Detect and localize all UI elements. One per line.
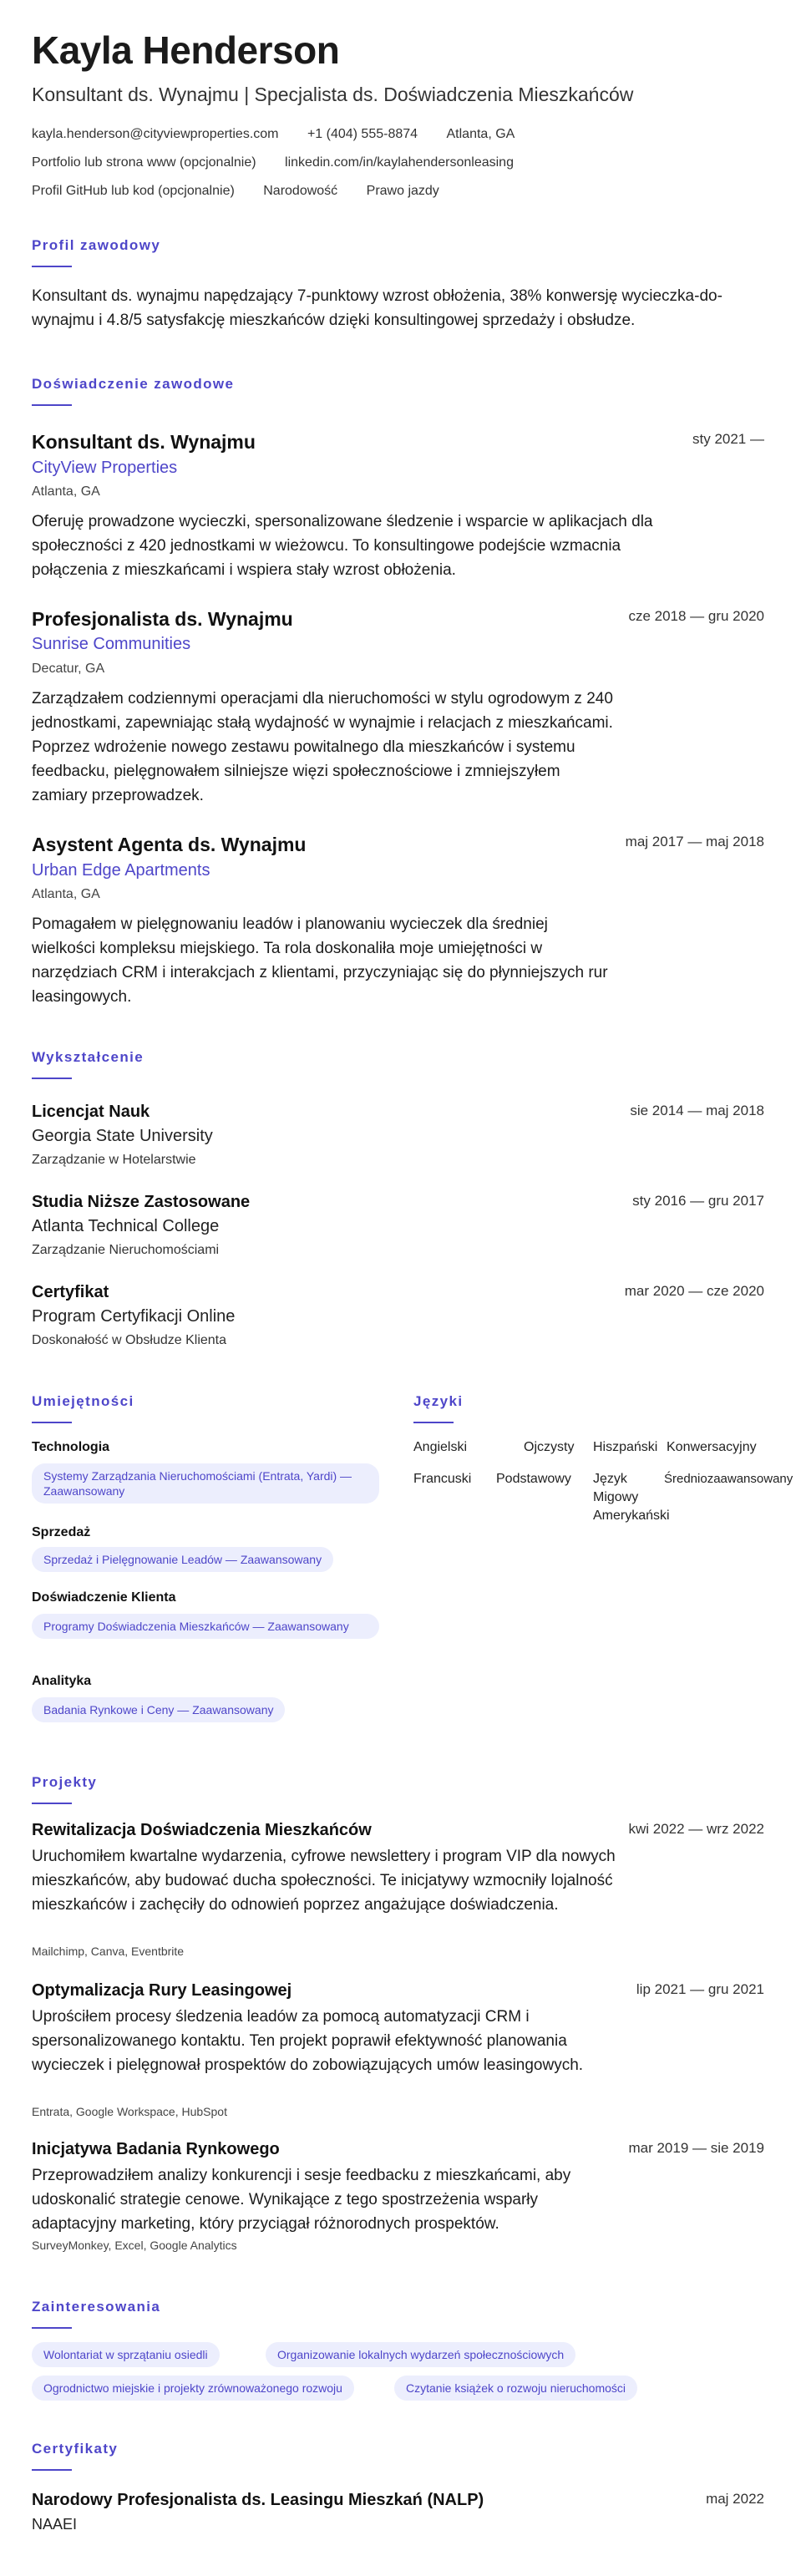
driving-license: Prawo jazdy bbox=[366, 184, 439, 198]
portfolio-link[interactable]: Portfolio lub strona www (opcjonalnie) bbox=[32, 155, 256, 170]
project-description: Przeprowadziłem analizy konkurencji i sesje feedbacku z mieszkańcami, aby udoskonalić strategie cenowe. Wynikające z tego spostrzeżenia wsparły adaptacyjny marketing, który przyciągał różnorodnych prospektów. bbox=[32, 2167, 571, 2233]
education-field: Doskonałość w Obsłudze Klienta bbox=[32, 1333, 227, 1347]
language-name: Hiszpański bbox=[593, 1440, 658, 1454]
section-title-education: Wykształcenie bbox=[32, 1049, 144, 1065]
education-degree: Licencjat Nauk bbox=[32, 1103, 150, 1121]
education-degree: Certyfikat bbox=[32, 1283, 109, 1301]
contact-row-2 bbox=[32, 154, 767, 172]
job-title: Konsultant ds. Wynajmu bbox=[32, 431, 256, 453]
section-title-skills: Umiejętności bbox=[32, 1393, 134, 1409]
interest-chip: Czytanie książek o rozwoju nieruchomości bbox=[394, 2376, 637, 2401]
contact-row-3 bbox=[32, 182, 767, 200]
project-dates: kwi 2022 — wrz 2022 bbox=[628, 1821, 764, 1837]
job-company: Urban Edge Apartments bbox=[32, 861, 210, 880]
education-school: Program Certyfikacji Online bbox=[32, 1307, 236, 1326]
job-location: Decatur, GA bbox=[32, 662, 105, 676]
language-name: Angielski bbox=[413, 1440, 468, 1454]
section-title-languages: Języki bbox=[413, 1393, 464, 1409]
job-dates: maj 2017 — maj 2018 bbox=[625, 834, 764, 849]
job-company: Sunrise Communities bbox=[32, 635, 191, 653]
project-dates: mar 2019 — sie 2019 bbox=[628, 2140, 764, 2156]
education-dates: sie 2014 — maj 2018 bbox=[630, 1103, 764, 1118]
education-field: Zarządzanie Nieruchomościami bbox=[32, 1243, 220, 1257]
job-description: Oferuję prowadzone wycieczki, spersonalizowane śledzenie i wsparcie w aplikacjach dla społeczności z 420 jednostkami w wieżowcu. To konsultingowe podejście wzmacnia połączenia z mieszkańcami i wspiera stały wzrost obłożenia. bbox=[32, 513, 653, 579]
project-dates: lip 2021 — gru 2021 bbox=[636, 1981, 764, 1997]
section-title-projects: Projekty bbox=[32, 1774, 98, 1790]
section-title-certificates: Certyfikaty bbox=[32, 2441, 119, 2457]
skill-category: Sprzedaż bbox=[32, 1525, 91, 1539]
job-location: Atlanta, GA bbox=[32, 887, 100, 901]
section-title-experience: Doświadczenie zawodowe bbox=[32, 376, 235, 392]
interest-chip: Wolontariat w sprzątaniu osiedli bbox=[32, 2342, 220, 2367]
education-field: Zarządzanie w Hotelarstwie bbox=[32, 1153, 196, 1167]
job-title: Profesjonalista ds. Wynajmu bbox=[32, 608, 293, 630]
project-title: Rewitalizacja Doświadczenia Mieszkańców bbox=[32, 1821, 372, 1839]
job-location: Atlanta, GA bbox=[32, 484, 100, 499]
language-name: Francuski bbox=[413, 1472, 472, 1486]
project-title: Optymalizacja Rury Leasingowej bbox=[32, 1981, 292, 2000]
interest-chip: Organizowanie lokalnych wydarzeń społecznościowych bbox=[266, 2342, 575, 2367]
project-description: Uruchomiłem kwartalne wydarzenia, cyfrowe newslettery i program VIP dla nowych mieszkańców, aby budować ducha społeczności. Te inicjatywy wzmocniły lojalność mieszkańców i zachęciły do odnowień poprzez angażujące doświadczenia. bbox=[32, 1848, 616, 1914]
job-description: Pomagałem w pielęgnowaniu leadów i planowaniu wycieczek dla średniej wielkości kompleksu miejskiego. Ta rola doskonaliła moje umiejętności w narzędziach CRM i interakcjach z klientami, przyczyniając się do płynniejszych rur leasingowych. bbox=[32, 915, 608, 1006]
candidate-headline: Konsultant ds. Wynajmu | Specjalista ds. Doświadczenia Mieszkańców bbox=[32, 84, 634, 105]
contact-row-1 bbox=[32, 125, 767, 144]
project-tools: Entrata, Google Workspace, HubSpot bbox=[32, 2105, 227, 2118]
job-company: CityView Properties bbox=[32, 459, 178, 477]
education-school: Atlanta Technical College bbox=[32, 1217, 220, 1235]
skill-category: Technologia bbox=[32, 1440, 110, 1454]
skill-chip: Systemy Zarządzania Nieruchomościami (Entrata, Yardi) — Zaawansowany bbox=[32, 1463, 379, 1504]
skill-chip: Programy Doświadczenia Mieszkańców — Zaawansowany bbox=[32, 1614, 379, 1639]
language-level: Średniozaawansowany bbox=[664, 1472, 793, 1486]
location: Atlanta, GA bbox=[446, 127, 515, 141]
email[interactable]: kayla.henderson@cityviewproperties.com bbox=[32, 127, 279, 141]
language-level: Podstawowy bbox=[496, 1472, 571, 1486]
project-tools: Mailchimp, Canva, Eventbrite bbox=[32, 1945, 185, 1958]
certificate-date: maj 2022 bbox=[706, 2491, 764, 2507]
interest-chip: Ogrodnictwo miejskie i projekty zrównoważonego rozwoju bbox=[32, 2376, 354, 2401]
education-dates: mar 2020 — cze 2020 bbox=[624, 1283, 764, 1299]
skill-chip: Sprzedaż i Pielęgnowanie Leadów — Zaawansowany bbox=[32, 1547, 333, 1572]
skill-category: Analityka bbox=[32, 1674, 92, 1688]
language-level: Konwersacyjny bbox=[667, 1440, 757, 1454]
skill-chip: Badania Rynkowe i Ceny — Zaawansowany bbox=[32, 1697, 285, 1722]
job-title: Asystent Agenta ds. Wynajmu bbox=[32, 834, 307, 855]
language-level: Ojczysty bbox=[524, 1440, 575, 1454]
github-link[interactable]: Profil GitHub lub kod (opcjonalnie) bbox=[32, 184, 235, 198]
education-degree: Studia Niższe Zastosowane bbox=[32, 1193, 251, 1211]
job-description: Zarządzałem codziennymi operacjami dla nieruchomości w stylu ogrodowym z 240 jednostkami, zapewniając stałą wydajność w wynajmie i relacjach z mieszkańcami. Poprzez wdrożenie nowego zestawu powitalnego dla mieszkańców i systemu feedbacku, pielęgnowałem silniejsze więzi społecznościowe i zmniejszyłem zamiary przeprowadzek. bbox=[32, 690, 613, 804]
project-description: Uprościłem procesy śledzenia leadów za pomocą automatyzacji CRM i spersonalizowanego kontaktu. Ten projekt poprawił efektywność planowania wycieczek i pielęgnował prospektów do zobowiązujących umów leasingowych. bbox=[32, 2008, 584, 2074]
project-tools: SurveyMonkey, Excel, Google Analytics bbox=[32, 2239, 237, 2252]
skill-category: Doświadczenie Klienta bbox=[32, 1590, 176, 1605]
language-name: Język Migowy Amerykański bbox=[593, 1472, 670, 1523]
resume-header bbox=[32, 25, 767, 200]
linkedin-link[interactable]: linkedin.com/in/kaylahendersonleasing bbox=[285, 155, 514, 170]
nationality: Narodowość bbox=[263, 184, 338, 198]
profile-summary: Konsultant ds. wynajmu napędzający 7-punktowy wzrost obłożenia, 38% konwersję wycieczka-do-wynajmu i 4.8/5 satysfakcję mieszkańców dzięki konsultingowej sprzedaży i obsłudze. bbox=[32, 287, 722, 329]
job-dates: sty 2021 — bbox=[692, 431, 764, 447]
section-title-interests: Zainteresowania bbox=[32, 2299, 161, 2315]
section-title-profile: Profil zawodowy bbox=[32, 237, 161, 253]
certificate-name: Narodowy Profesjonalista ds. Leasingu Mieszkań (NALP) bbox=[32, 2491, 484, 2509]
candidate-name: Kayla Henderson bbox=[32, 28, 340, 72]
certificate-issuer: NAAEI bbox=[32, 2516, 78, 2533]
job-dates: cze 2018 — gru 2020 bbox=[628, 608, 764, 624]
phone[interactable]: +1 (404) 555-8874 bbox=[307, 127, 418, 141]
education-school: Georgia State University bbox=[32, 1127, 213, 1145]
project-title: Inicjatywa Badania Rynkowego bbox=[32, 2140, 280, 2158]
education-dates: sty 2016 — gru 2017 bbox=[632, 1193, 764, 1209]
